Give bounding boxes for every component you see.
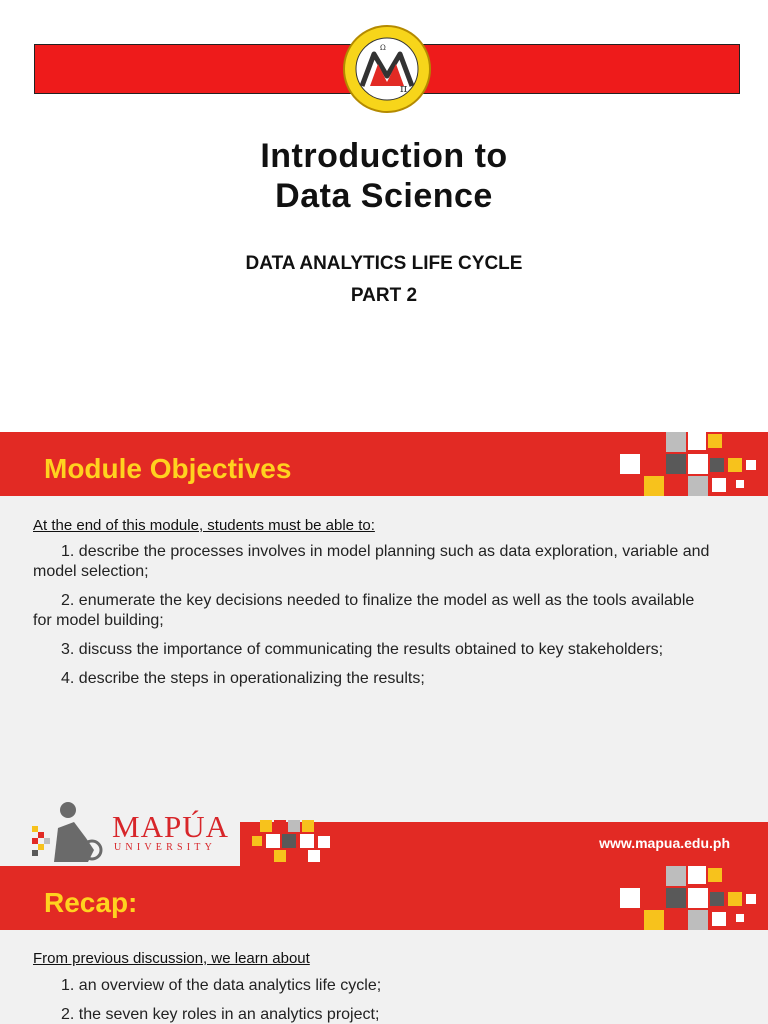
footer-pixel-decoration	[238, 818, 334, 866]
list-item: 1. describe the processes involves in model planning such as data exploration, variable and model selection;	[33, 543, 710, 580]
pixel-mosaic-decoration	[620, 866, 768, 930]
title-line-1: Introduction to	[260, 137, 508, 175]
pixel-mosaic-decoration	[620, 432, 768, 496]
website-url-link[interactable]: www.mapua.edu.ph	[599, 835, 730, 851]
list-item: 2. the seven key roles in an analytics project;	[61, 1006, 380, 1023]
slide-heading: Recap:	[44, 887, 138, 918]
list-item: 1. an overview of the data analytics life cycle;	[61, 977, 382, 994]
objectives-lead: At the end of this module, students must be able to:	[33, 517, 375, 534]
recap-list	[33, 976, 713, 1024]
recap-slide	[0, 866, 768, 1024]
list-item: 4. describe the steps in operationalizing the results;	[61, 670, 425, 687]
subtitle-line-1: DATA ANALYTICS LIFE CYCLE	[245, 253, 523, 274]
university-name: MAPÚA	[112, 809, 229, 844]
svg-text:Ω: Ω	[380, 44, 386, 52]
title-slide	[0, 0, 768, 432]
mapua-emblem-icon	[28, 798, 112, 866]
title-line-2: Data Science	[275, 177, 493, 215]
svg-text:π: π	[400, 82, 408, 95]
presentation-subtitle	[0, 248, 768, 312]
presentation-title	[0, 136, 768, 216]
department-seal-logo	[342, 24, 432, 114]
recap-lead: From previous discussion, we learn about	[33, 950, 310, 967]
list-item: 2. enumerate the key decisions needed to finalize the model as well as the tools available for model building;	[33, 592, 695, 629]
module-objectives-slide	[0, 432, 768, 866]
list-item: 3. discuss the importance of communicating the results obtained to key stakeholders;	[61, 641, 664, 658]
slide-heading: Module Objectives	[44, 453, 292, 484]
university-subtitle: UNIVERSITY	[114, 842, 216, 853]
objectives-list	[33, 542, 713, 698]
subtitle-line-2: PART 2	[350, 285, 418, 306]
